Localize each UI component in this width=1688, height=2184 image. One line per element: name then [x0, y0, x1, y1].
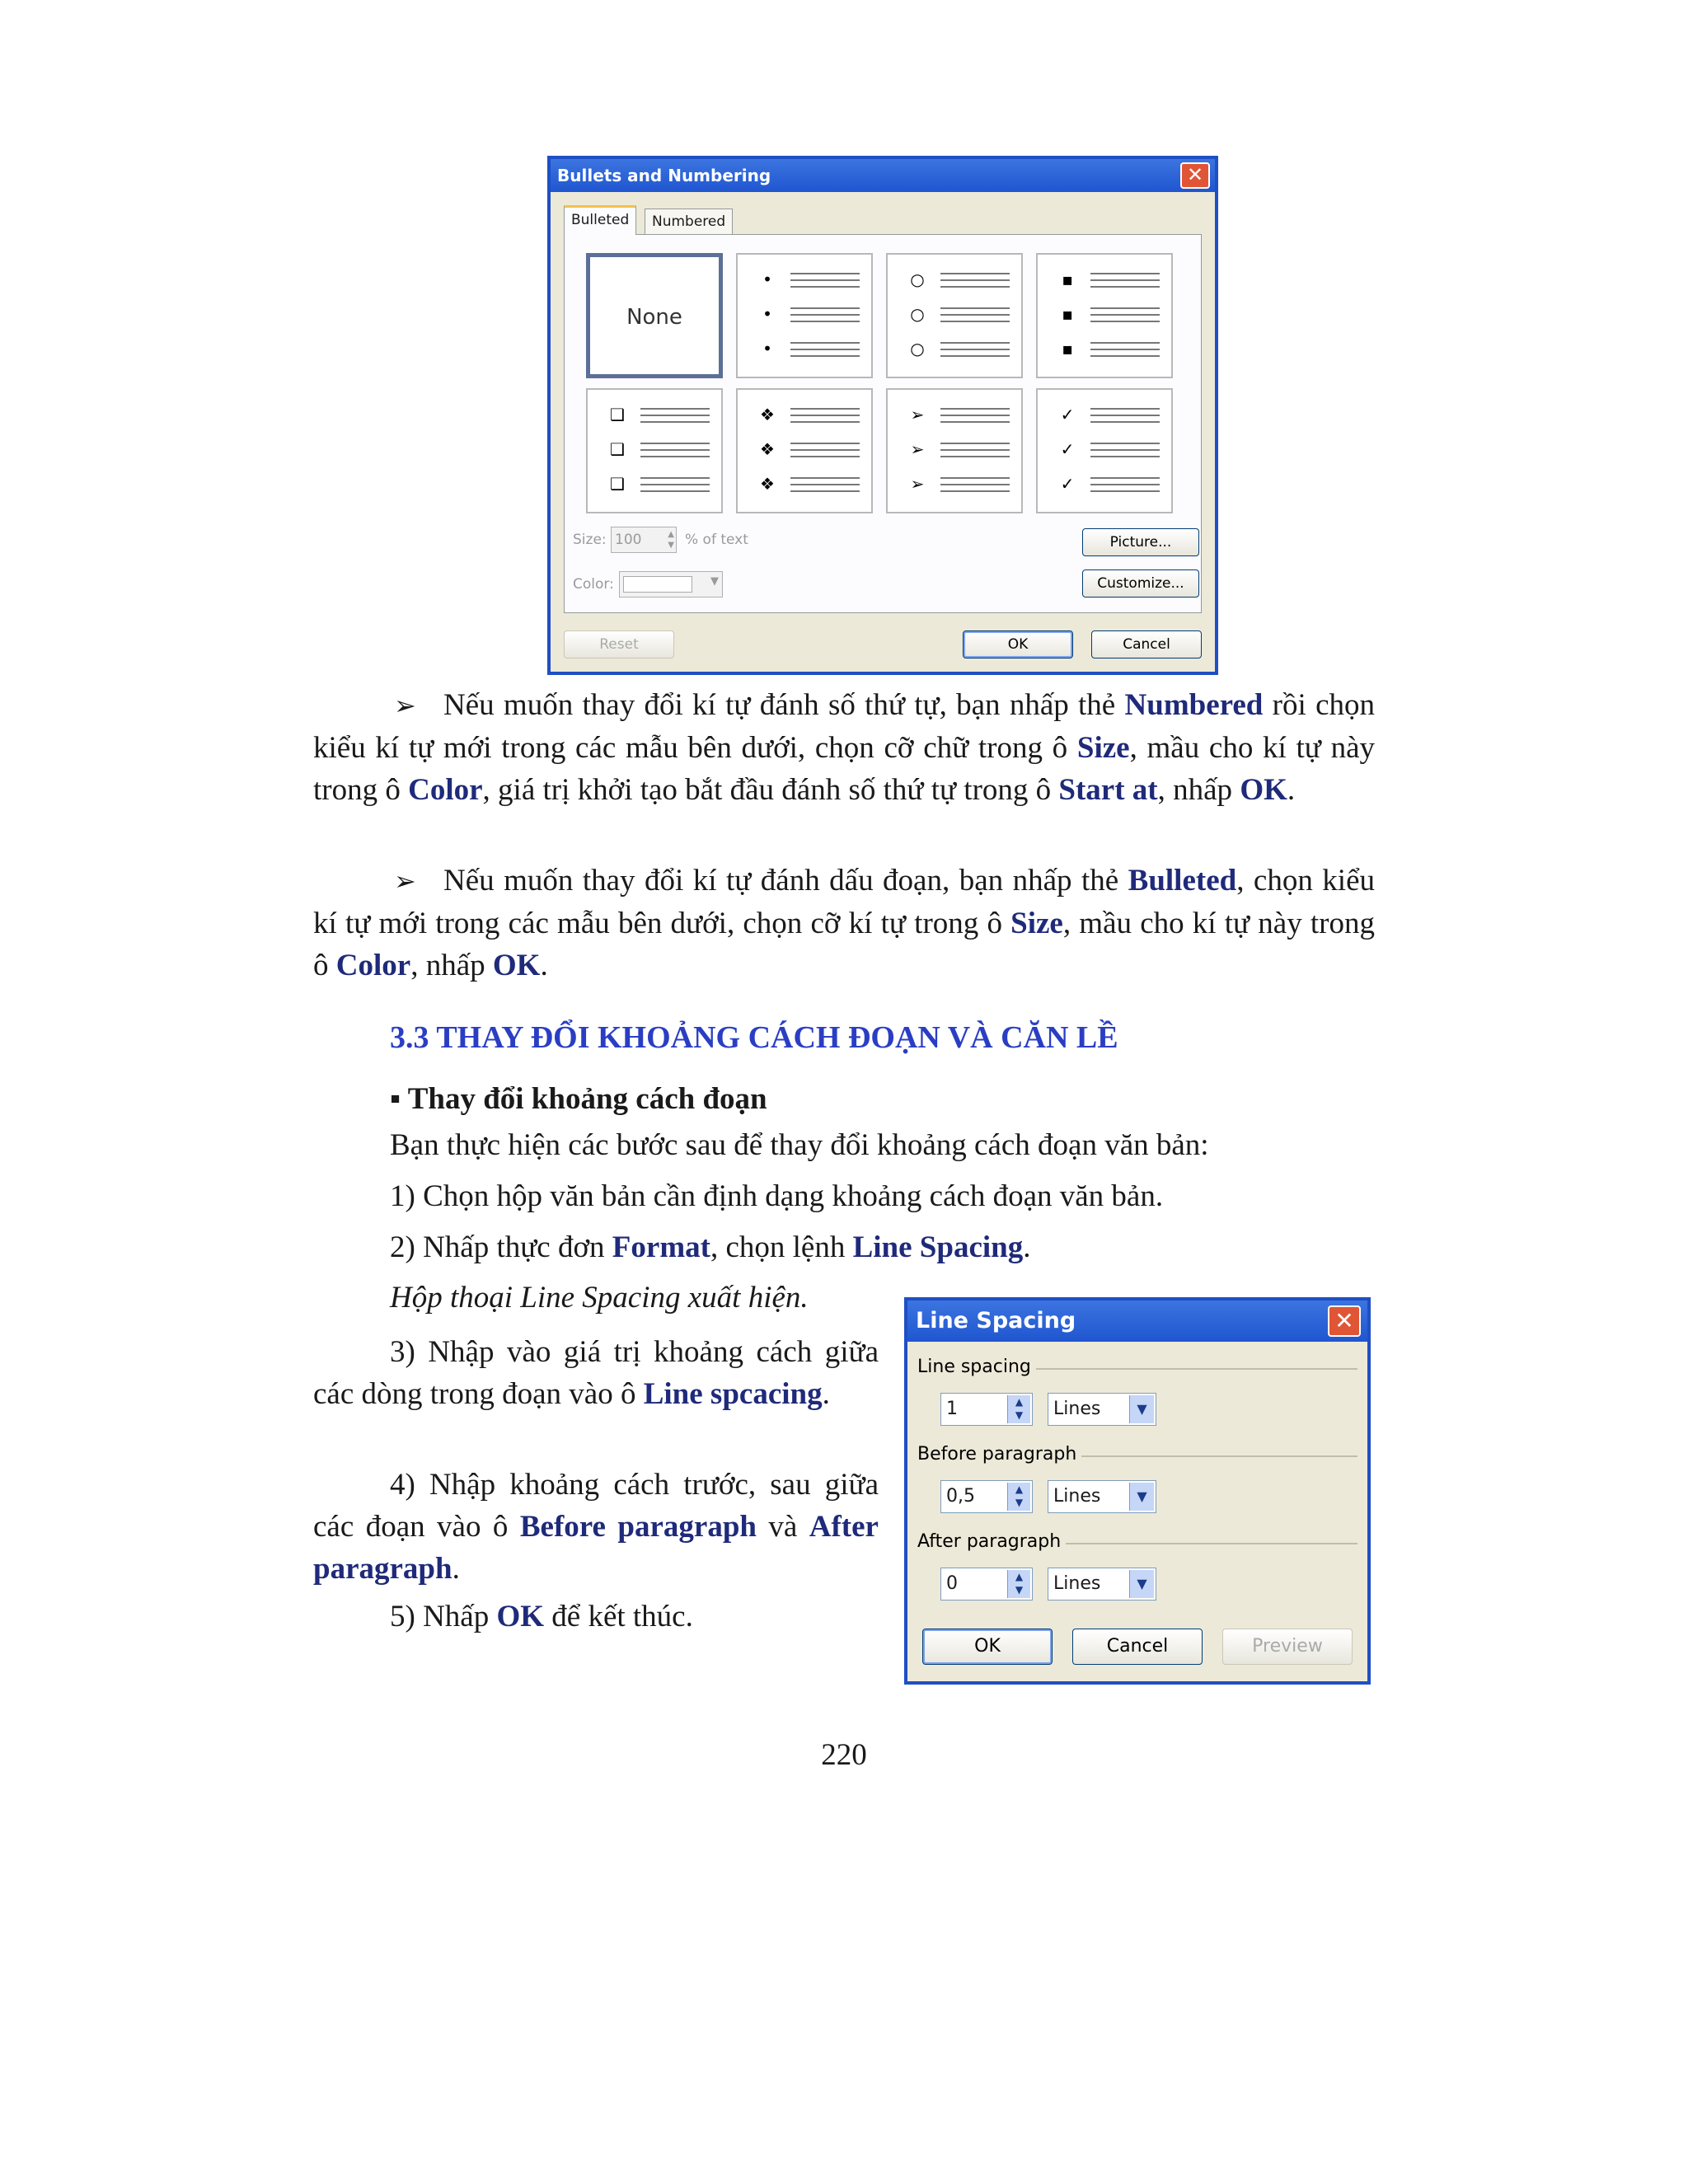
- bullet-style-circle[interactable]: [886, 253, 1023, 378]
- arrow-bullet-icon: ➢: [910, 439, 925, 459]
- step-2: [390, 1230, 1031, 1265]
- bullet-style-checkbox[interactable]: [586, 388, 723, 513]
- arrow-bullet-icon: ➢: [394, 865, 416, 897]
- text: 5) Nhấp: [390, 1600, 497, 1633]
- chevron-down-icon[interactable]: ▼: [1129, 1483, 1154, 1511]
- step-5: [390, 1599, 693, 1634]
- section-heading: 3.3 THAY ĐỔI KHOẢNG CÁCH ĐOẠN VÀ CĂN LỀ: [390, 1020, 1118, 1055]
- after-paragraph-value: 0: [946, 1573, 958, 1594]
- text: .: [540, 949, 548, 982]
- keyword: After paragraph: [313, 1510, 879, 1586]
- text: để kết thúc.: [544, 1600, 693, 1633]
- text: 3) Nhập vào giá trị khoảng cách giữa các dòng trong đoạn vào ô: [313, 1335, 879, 1411]
- keyword: Numbered: [1124, 688, 1264, 722]
- spin-arrows-icon[interactable]: ▲ ▼: [1007, 1395, 1030, 1423]
- arrow-bullet-icon: ➢: [394, 690, 416, 721]
- chevron-down-icon[interactable]: ▼: [1129, 1570, 1154, 1598]
- chevron-down-icon: ▼: [710, 575, 719, 588]
- reset-button[interactable]: Reset: [564, 630, 674, 658]
- unit-value: Lines: [1053, 1573, 1101, 1594]
- cancel-button[interactable]: Cancel: [1091, 630, 1202, 658]
- before-paragraph-value: 0,5: [946, 1486, 975, 1507]
- checkbox-bullet-icon: ❑: [610, 439, 625, 459]
- text: , mầu cho kí tự này trong ô: [313, 731, 1375, 807]
- dialog-caption: Hộp thoại Line Spacing xuất hiện.: [390, 1281, 809, 1315]
- size-suffix: % of text: [685, 532, 748, 548]
- circle-bullet-icon: ○: [910, 339, 925, 359]
- bullet-styles-panel: [564, 234, 1202, 613]
- spin-arrows-icon[interactable]: ▲ ▼: [1007, 1570, 1030, 1598]
- after-paragraph-label: After paragraph: [917, 1531, 1066, 1552]
- text: , nhấp: [410, 949, 493, 982]
- page-number: 220: [821, 1738, 867, 1772]
- text: .: [1023, 1230, 1031, 1264]
- unit-value: Lines: [1053, 1399, 1101, 1419]
- arrow-bullet-icon: ➢: [910, 405, 925, 424]
- keyword: Size: [1010, 907, 1063, 940]
- arrow-bullet-icon: ➢: [910, 474, 925, 494]
- dot-bullet-icon: •: [762, 339, 772, 359]
- line-spacing-unit-select[interactable]: [1048, 1393, 1156, 1426]
- text: , chọn lệnh: [710, 1230, 853, 1264]
- text: Nếu muốn thay đổi kí tự đánh số thứ tự, bạn nhấp thẻ: [443, 688, 1125, 722]
- keyword: Size: [1076, 731, 1130, 765]
- intro-text: Bạn thực hiện các bước sau để thay đổi khoảng cách đoạn văn bản:: [390, 1128, 1209, 1162]
- after-paragraph-spinner[interactable]: [940, 1568, 1033, 1601]
- cancel-button[interactable]: Cancel: [1072, 1629, 1203, 1665]
- dialog-title: Bullets and Numbering: [551, 159, 1215, 192]
- none-label: None: [626, 305, 682, 330]
- text: , chọn kiểu kí tự mới trong các mẫu bên dưới, chọn cỡ kí tự trong ô: [313, 864, 1376, 940]
- square-bullet-icon: ▪: [1062, 339, 1073, 359]
- color-picker[interactable]: [619, 571, 723, 598]
- keyword: Line spcacing: [643, 1377, 823, 1411]
- bullet-style-none[interactable]: [586, 253, 723, 378]
- text: , mầu cho kí tự này trong ô: [313, 907, 1376, 982]
- tab-bulleted[interactable]: Bulleted: [564, 205, 636, 235]
- keyword: Start at: [1058, 773, 1158, 807]
- bullets-numbering-dialog: [547, 156, 1218, 675]
- bullet-style-dot[interactable]: [736, 253, 873, 378]
- unit-value: Lines: [1053, 1486, 1101, 1507]
- preview-button[interactable]: Preview: [1222, 1629, 1353, 1665]
- ok-button[interactable]: OK: [963, 630, 1073, 658]
- paragraph-bulleted: [313, 860, 1375, 987]
- checkbox-bullet-icon: ❑: [610, 405, 625, 424]
- close-icon[interactable]: ✕: [1180, 162, 1210, 189]
- square-bullet-icon: ▪: [1062, 269, 1073, 289]
- before-paragraph-group: [917, 1444, 1357, 1469]
- close-icon[interactable]: ✕: [1328, 1305, 1361, 1337]
- after-paragraph-group: [917, 1531, 1357, 1556]
- checkmark-bullet-icon: ✓: [1060, 405, 1075, 424]
- before-paragraph-unit-select[interactable]: [1048, 1480, 1156, 1513]
- checkbox-bullet-icon: ❑: [610, 474, 625, 494]
- line-spacing-group: [917, 1357, 1357, 1381]
- text: .: [822, 1377, 830, 1411]
- before-paragraph-spinner[interactable]: [940, 1480, 1033, 1513]
- keyword: OK: [1240, 773, 1287, 807]
- keyword: OK: [492, 949, 541, 982]
- text: rồi chọn kiểu kí tự mới trong các mẫu bên dưới, chọn cỡ chữ trong ô: [313, 688, 1375, 765]
- size-label: Size:: [573, 532, 607, 548]
- spin-arrows-icon: ▲ ▼: [668, 530, 674, 550]
- keyword: Before paragraph: [519, 1510, 757, 1544]
- keyword: Bulleted: [1128, 864, 1237, 898]
- tab-numbered[interactable]: Numbered: [645, 209, 733, 235]
- dialog-title: Line Spacing: [907, 1301, 1367, 1342]
- text: Nếu muốn thay đổi kí tự đánh dấu đoạn, bạn nhấp thẻ: [443, 864, 1128, 898]
- sub-heading: ▪ Thay đổi khoảng cách đoạn: [390, 1082, 767, 1116]
- line-spacing-dialog: [904, 1297, 1371, 1685]
- line-spacing-label: Line spacing: [917, 1357, 1036, 1377]
- checkmark-bullet-icon: ✓: [1060, 474, 1075, 494]
- step-3: [313, 1331, 879, 1415]
- keyword: OK: [496, 1600, 545, 1633]
- bullet-style-arrow[interactable]: [886, 388, 1023, 513]
- ok-button[interactable]: OK: [922, 1629, 1053, 1665]
- checkmark-bullet-icon: ✓: [1060, 439, 1075, 459]
- circle-bullet-icon: ○: [910, 304, 925, 324]
- diamond-bullet-icon: ❖: [760, 439, 775, 459]
- spin-arrows-icon[interactable]: ▲ ▼: [1007, 1483, 1030, 1511]
- circle-bullet-icon: ○: [910, 269, 925, 289]
- diamond-bullet-icon: ❖: [760, 474, 775, 494]
- picture-button[interactable]: Picture...: [1082, 528, 1199, 556]
- keyword: Color: [335, 949, 411, 982]
- before-paragraph-label: Before paragraph: [917, 1444, 1081, 1465]
- square-bullet-icon: ▪: [1062, 304, 1073, 324]
- text: .: [1287, 773, 1296, 807]
- text: 4) Nhập khoảng cách trước, sau giữa các đoạn vào ô: [313, 1468, 879, 1544]
- bullet-style-check[interactable]: [1036, 388, 1173, 513]
- after-paragraph-unit-select[interactable]: [1048, 1568, 1156, 1601]
- paragraph-numbered: [313, 684, 1375, 811]
- line-spacing-spinner[interactable]: [940, 1393, 1033, 1426]
- bullet-style-square[interactable]: [1036, 253, 1173, 378]
- diamond-bullet-icon: ❖: [760, 405, 775, 424]
- size-value: 100: [615, 532, 642, 548]
- text: , nhấp: [1157, 773, 1240, 807]
- dot-bullet-icon: •: [762, 304, 772, 324]
- step-4: [313, 1464, 879, 1590]
- bullet-style-diamond[interactable]: [736, 388, 873, 513]
- text: .: [452, 1552, 460, 1586]
- customize-button[interactable]: Customize...: [1082, 569, 1199, 598]
- keyword: Line Spacing: [852, 1230, 1024, 1264]
- step-1: 1) Chọn hộp văn bản cần định dạng khoảng cách đoạn văn bản.: [390, 1179, 1164, 1213]
- keyword: Format: [612, 1230, 710, 1264]
- text: và: [756, 1510, 809, 1544]
- dot-bullet-icon: •: [762, 269, 772, 289]
- size-spinner[interactable]: [611, 527, 677, 553]
- line-spacing-value: 1: [946, 1399, 958, 1419]
- keyword: Color: [408, 773, 483, 807]
- color-label: Color:: [573, 576, 614, 593]
- text: , giá trị khởi tạo bắt đầu đánh số thứ tự trong ô: [482, 773, 1059, 807]
- chevron-down-icon[interactable]: ▼: [1129, 1395, 1154, 1423]
- text: 2) Nhấp thực đơn: [390, 1230, 612, 1264]
